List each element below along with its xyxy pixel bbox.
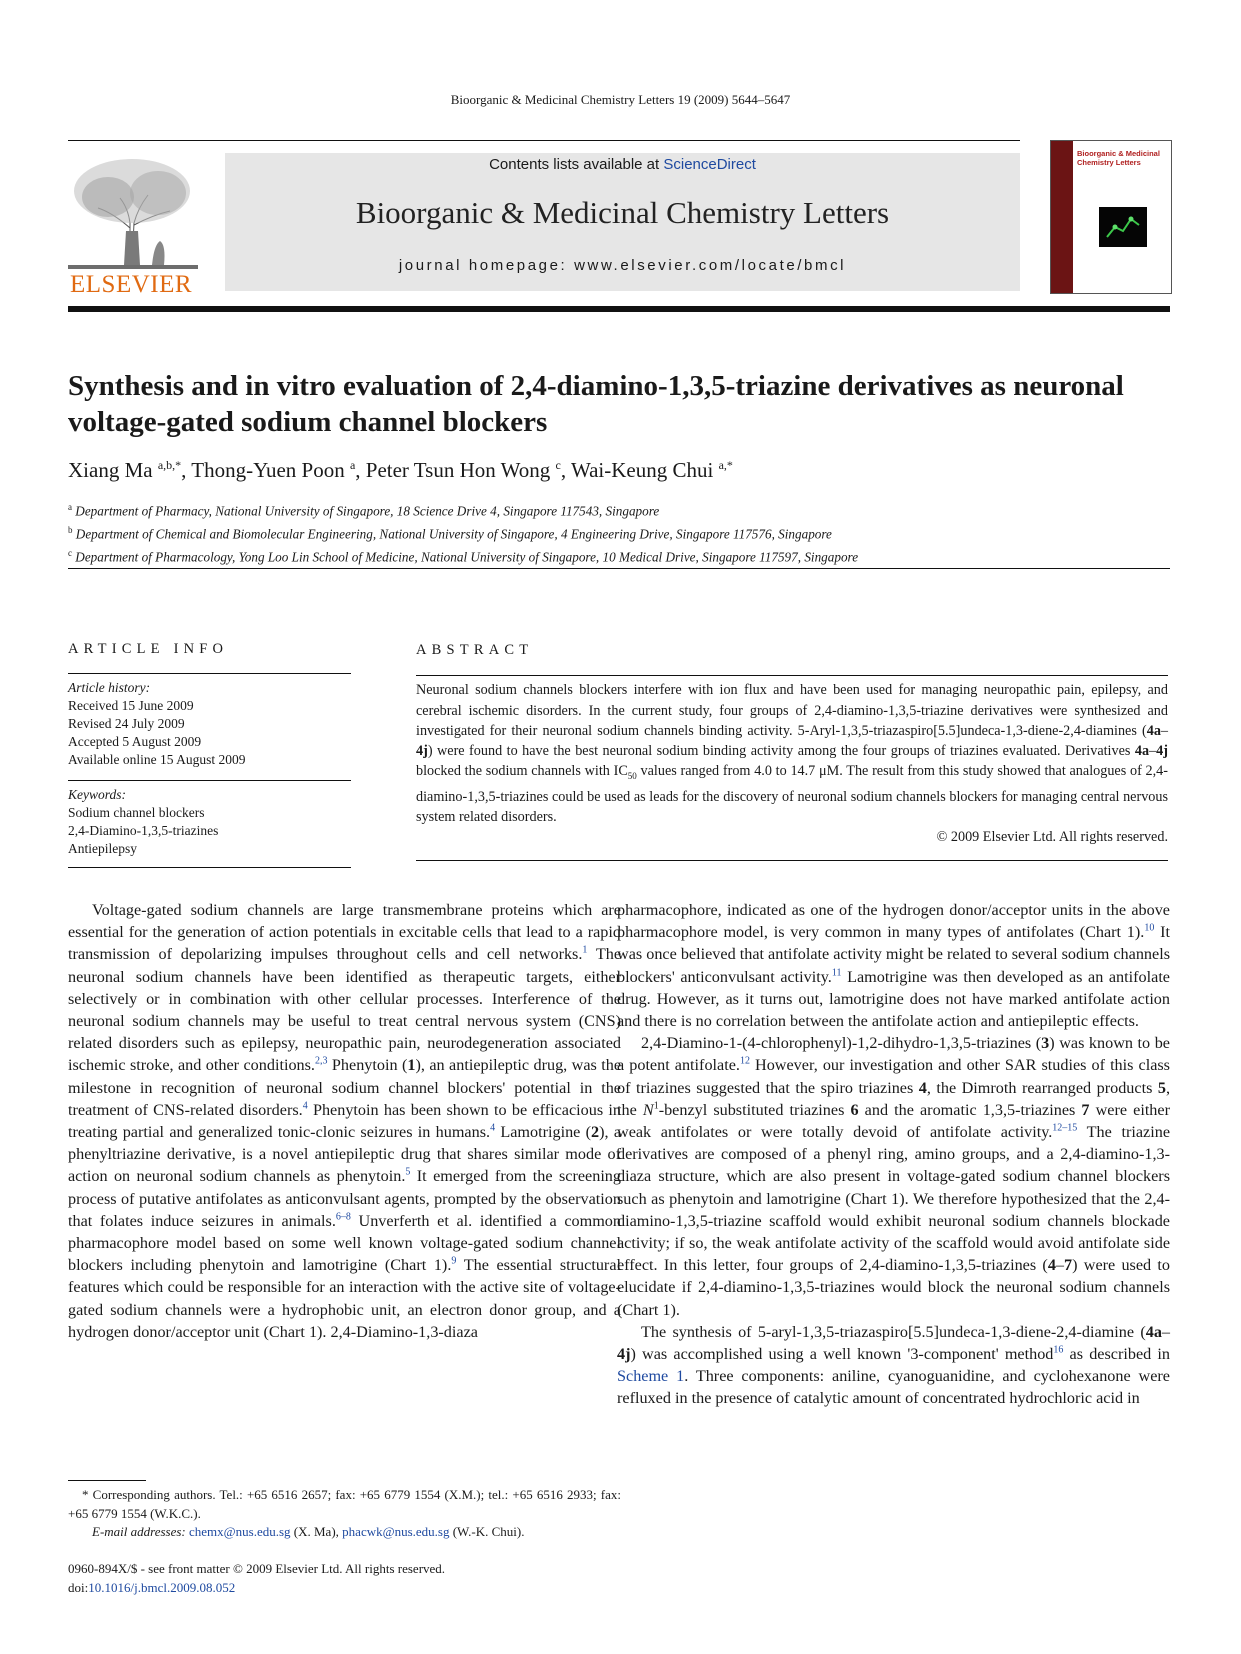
author-list: Xiang Ma $^{a,b,*}$, Thong-Yuen Poon $^a$, Peter Tsun Hon Wong $^c$, Wai-Keung Chui $^{a,*}$ [68,458,733,482]
doi-link[interactable]: 10.1016/j.bmcl.2009.08.052 [88,1579,236,1595]
article-info-bottom-rule [68,867,351,868]
author-affiliation-mark: a,b,* [157,458,182,472]
header-thick-rule [68,306,1170,312]
abstract-bottom-rule [416,860,1168,861]
journal-banner [225,153,1020,291]
contents-line [225,153,1020,173]
contents-prefix: Contents lists available at [489,156,660,173]
keyword-item[interactable]: Sodium channel blockers [68,805,205,820]
body-paragraph: Voltage-gated sodium channels are large transmembrane proteins which are essential for the generation of action potentials in excitable cells that lead to a rapid transmission of depolarizing impulses throughout cells and cell networks.$^1$ The neuronal sodium channels have been identified as therapeutic targets, either selectively or in combination with other cellular processes. Interference of the neuronal sodium channels may be useful to treat central nervous system (CNS) related disorders such as epilepsy, neuropathic pain, neurodegeneration associated ischemic stroke, and other conditions.$^{2,3}$ Phenytoin (1), an antiepileptic drug, was the milestone in recognition of neuronal sodium channel blockers' potential in the treatment of CNS-related disorders.$^4$ Phenytoin has been shown to be efficacious in treating partial and generalized tonic-clonic seizures in humans.$^4$ Lamotrigine (2), a phenyltriazine derivative, is a novel antiepileptic drug that shares similar mode of action on neuronal sodium channels as phenytoin.$^5$ It emerged from the screening process of putative antifolates as anticonvulsant agents, prompted by the observation that folates induce seizures in animals.$^{6-8}$ Unverferth et al. identified a common pharmacophore model based on some well known voltage-gated sodium channel blockers including phenytoin and lamotrigine (Chart 1).$^9$ The essential structural features which could be responsible for an interaction with the active site of voltage-gated sodium channels were a hydrophobic unit, an electron donor group, and a hydrogen donor/acceptor unit (Chart 1). 2,4-Diamino-1,3-diaza [68,901,622,1341]
history-item: Available online 15 August 2009 [68,752,246,767]
cover-title: Bioorganic & Medicinal Chemistry Letters [1077,149,1160,167]
article-info-rule [68,673,351,674]
citation-link[interactable]: 4 [302,1100,308,1112]
cover-spine [1051,141,1073,293]
abstract-text: Neuronal sodium channels blockers interfere with ion flux and have been used for managing neuropathic pain, epilepsy, and cerebral ischemic disorders. In the current study, four groups of 2,4-diamino-1,3,5-triazine derivatives were synthesized and investigated for their neuronal sodium channels binding activity. 5-Aryl-1,3,5-triazaspiro[5.5]undeca-1,3-diene-2,4-diamines (4a–4j) were found to have the best neuronal sodium binding activity among the four groups of triazines evaluated. Derivatives 4a–4j blocked the sodium channels with $IC_{50}$ values ranged from 4.0 to 14.7 μM. The result from this study showed that analogues of 2,4-diamino-1,3,5-triazines could be used as leads for the discovery of neuronal sodium channels blockers for managing central nervous system related disorders. [416,682,1168,825]
footnote-star: * [82,1487,89,1502]
history-item: Revised 24 July 2009 [68,716,185,731]
citation-link[interactable]: 12–15 [1052,1122,1078,1134]
citation-link[interactable]: 10 [1144,922,1155,934]
body-paragraph: 2,4-Diamino-1-(4-chlorophenyl)-1,2-dihydro-1,3,5-triazines (3) was known to be a potent antifolate.$^{12}$ However, our investigation and other SAR studies of this class of triazines suggested that the spiro triazines 4, the Dimroth rearranged products 5, the $N^1$-benzyl substituted triazines 6 and the aromatic 1,3,5-triazines 7 were either weak antifolates or were totally devoid of antifolate activity.$^{12-15}$ The triazine derivatives are composed of a phenyl ring, amino groups, and a 2,4-diamino-1,3-diaza structure, which are also present in voltage-gated sodium channel blockers such as phenytoin and lamotrigine (Chart 1). We therefore hypothesized that the 2,4-diamino-1,3,5-triazine scaffold would exhibit neuronal sodium channels blockade activity; if so, the weak antifolate activity of the scaffold would avoid antifolate side effect. In this letter, four groups of 2,4-diamino-1,3,5-triazines (4–7) were used to elucidate if 2,4-diamino-1,3,5-triazines would block the neuronal sodium channels (Chart 1). [617,1034,1171,1319]
citation-link[interactable]: 2,3 [314,1056,328,1068]
doi-line: doi:10.1016/j.bmcl.2009.08.052 [68,1579,236,1595]
footnote-rule [68,1480,146,1481]
email-link[interactable]: phacwk@nus.edu.sg [342,1524,450,1539]
citation-link[interactable]: 1 [582,945,588,957]
citation-link[interactable]: 12 [739,1056,750,1068]
sciencedirect-link[interactable]: ScienceDirect [663,156,756,173]
corresponding-author-footnote: * Corresponding authors. Tel.: +65 6516 2657; fax: +65 6779 1554 (X.M.); tel.: +65 6516 2933; fax: +65 6779 1554 (W.K.C.). E-mail addresses: chemx@nus.edu.sg (X. Ma), phacwk@nus.edu.sg (W.-K. Chui). [68,1487,621,1539]
keywords-label: Keywords: [68,787,126,802]
history-item: Accepted 5 August 2009 [68,734,202,749]
abstract-rule [416,675,1168,676]
affiliation-list [68,498,858,567]
citation-link[interactable]: 9 [451,1255,457,1267]
elsevier-wordmark: ELSEVIER [70,271,193,298]
author-name[interactable]: Thong-Yuen Poon [191,458,345,482]
body-paragraph: pharmacophore, indicated as one of the hydrogen donor/acceptor units in the above pharmacophore model, is very common in many types of antifolates (Chart 1).$^{10}$ It was once believed that antifolate activity might be related to several sodium channels blockers' anticonvulsant activity.$^{11}$ Lamotrigine was then developed as an antifolate drug. However, as it turns out, lamotrigine does not have marked antifolate action and there is no correlation between the antifolate action and antiepileptic effects. [617,901,1170,1031]
body-column-left [68,899,621,1343]
affiliation-item: $^b$ Department of Chemical and Biomolecular Engineering, National University of Singapore, 4 Engineering Drive, Singapore 117576, Singapore [68,524,832,542]
running-head: Bioorganic & Medicinal Chemistry Letters 19 (2009) 5644–5647 [450,92,791,107]
history-item: Received 15 June 2009 [68,698,194,713]
affiliation-rule [68,568,1170,569]
citation-link[interactable]: 16 [1053,1344,1064,1356]
header-top-rule [68,140,1020,141]
author-name[interactable]: Xiang Ma [68,458,153,482]
affiliation-item: $^a$ Department of Pharmacy, National University of Singapore, 18 Science Drive 4, Singapore 117543, Singapore [68,502,660,519]
author-affiliation-mark: a,* [718,458,733,472]
citation-link[interactable]: 4 [490,1122,496,1134]
abstract-heading: ABSTRACT [416,642,534,658]
body-column-right [617,899,1170,1410]
email-link[interactable]: chemx@nus.edu.sg [189,1524,291,1539]
affiliation-item: $^c$ Department of Pharmacology, Yong Loo Lin School of Medicine, National University of Singapore, 10 Medical Drive, Singapore 117597, Singapore [68,547,859,565]
scheme-link[interactable]: Scheme 1 [617,1367,685,1386]
author-name[interactable]: Wai-Keung Chui [570,458,714,482]
citation-link[interactable]: 5 [405,1167,411,1179]
author-name[interactable]: Peter Tsun Hon Wong [365,458,551,482]
article-info-heading: ARTICLE INFO [68,641,229,657]
front-matter-info [68,1560,445,1597]
journal-cover-thumbnail [1050,140,1172,294]
keywords-rule [68,780,351,781]
article-title: Synthesis and in vitro evaluation of 2,4-diamino-1,3,5-triazine derivatives as neuronal voltage-gated sodium channel blockers [68,370,1124,438]
history-label: Article history: [68,680,151,695]
keyword-item[interactable]: 2,4-Diamino-1,3,5-triazines [68,823,219,838]
journal-homepage[interactable]: journal homepage: www.elsevier.com/locate/bmcl [398,257,847,274]
citation-link[interactable]: 6–8 [335,1211,351,1223]
issn-line: 0960-894X/$ - see front matter © 2009 Elsevier Ltd. All rights reserved. [68,1561,446,1576]
body-paragraph: The synthesis of 5-aryl-1,3,5-triazaspiro[5.5]undeca-1,3-diene-2,4-diamine (4a–4j) was accomplished using a well known '3-component' method$^{16}$ as described in Scheme 1. Three components: aniline, cyanoguanidine, and cyclohexanone were refluxed in the presence of catalytic amount of concentrated hydrochloric acid in [617,1322,1170,1408]
keyword-item[interactable]: Antiepilepsy [68,841,137,856]
article-info [68,640,351,868]
author-affiliation-mark: a [349,458,356,472]
abstract-copyright: © 2009 Elsevier Ltd. All rights reserved. [936,829,1168,846]
journal-title: Bioorganic & Medicinal Chemistry Letters [355,195,890,230]
author-affiliation-mark: c [555,458,561,472]
citation-link[interactable]: 11 [831,967,842,979]
abstract [416,640,1168,861]
cover-image [1099,207,1147,247]
